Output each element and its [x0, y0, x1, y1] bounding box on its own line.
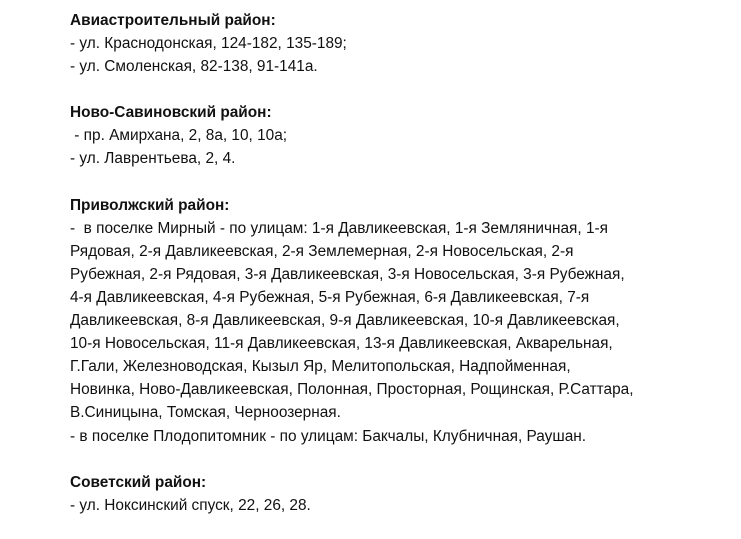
district-heading: Советский район:: [70, 473, 207, 491]
address-line: - ул. Краснодонская, 124-182, 135-189;: [70, 35, 347, 53]
address-line: В.Синицына, Томская, Черноозерная.: [70, 404, 341, 422]
address-line: Рубежная, 2-я Рядовая, 3-я Давликеевская, 3-я Новосельская, 3-я Рубежная,: [70, 265, 625, 283]
address-line: Г.Гали, Железноводская, Кызыл Яр, Мелитопольская, Надпойменная,: [70, 358, 571, 376]
district-section-aviastroitelny: [70, 9, 710, 78]
district-section-novo-savinovsky: [70, 101, 710, 170]
district-heading: Авиастроительный район:: [70, 12, 276, 29]
district-section-privolzhsky: [70, 194, 710, 448]
document-body: [70, 9, 710, 517]
address-line: - в поселке Плодопитомник - по улицам: Бакчалы, Клубничная, Раушан.: [70, 427, 587, 445]
district-heading: Ново-Савиновский район:: [70, 104, 272, 122]
address-line: - в поселке Мирный - по улицам: 1-я Давликеевская, 1-я Земляничная, 1-я: [70, 219, 608, 237]
district-section-sovetsky: [70, 471, 710, 517]
address-line: 10-я Новосельская, 11-я Давликеевская, 13-я Давликеевская, Акварельная,: [70, 335, 613, 353]
address-line: - ул. Смоленская, 82-138, 91-141а.: [70, 58, 318, 76]
address-line: - ул. Ноксинский спуск, 22, 26, 28.: [70, 496, 311, 514]
address-line: 4-я Давликеевская, 4-я Рубежная, 5-я Рубежная, 6-я Давликеевская, 7-я: [70, 288, 590, 306]
address-line: Новинка, Ново-Давликеевская, Полонная, Просторная, Рощинская, Р.Саттара,: [70, 381, 634, 399]
address-line: - ул. Лаврентьева, 2, 4.: [70, 150, 236, 168]
address-line: Давликеевская, 8-я Давликеевская, 9-я Давликеевская, 10-я Давликеевская,: [70, 312, 620, 330]
address-line: - пр. Амирхана, 2, 8а, 10, 10а;: [70, 127, 288, 145]
address-line: Рядовая, 2-я Давликеевская, 2-я Землемерная, 2-я Новосельская, 2-я: [70, 242, 574, 260]
district-heading: Приволжский район:: [70, 196, 230, 214]
